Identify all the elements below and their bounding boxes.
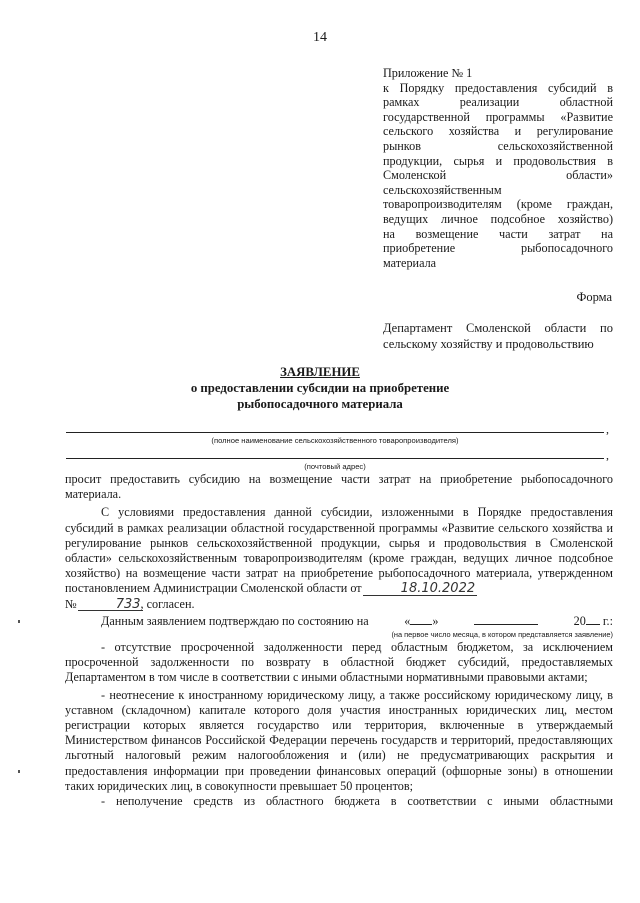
form-label: Форма [576,290,612,304]
postal-address-caption: (почтовый адрес) [304,462,366,471]
state-date-caption: (на первое число месяца, в котором представляется заявление) [391,630,613,640]
page-number: 14 [313,30,327,45]
paragraph-request: просит предоставить субсидию на возмещение части затрат на приобретение рыбопосадочного материала. [65,472,613,502]
resolution-number-label: № [65,596,77,611]
year-blank-field[interactable] [586,614,600,625]
state-day: « » [404,613,439,628]
field-comma: , [606,448,609,462]
state-date-row [65,614,613,629]
department-addressee [383,320,613,352]
organization-name-field[interactable] [66,432,604,433]
title-main: ЗАЯВЛЕНИЕ [280,365,360,379]
appendix-line: сельского хозяйства и регулирование [383,124,613,139]
state-prefix: Данным заявлением подтверждаю по состоянию на [101,613,369,628]
margin-scan-mark [18,770,20,773]
day-blank-field[interactable] [410,614,432,625]
appendix-header [383,66,613,270]
appendix-line: Смоленской области» [383,168,613,183]
appendix-line: материала [383,255,437,270]
title-sub: о предоставлении субсидии на приобретение [190,381,450,395]
handwritten-date: 18.10.2022 [365,581,475,596]
appendix-line: ведущих личное подсобное хозяйство) [383,211,613,226]
appendix-line: Приложение № 1 [383,66,473,80]
document-title [0,364,640,412]
appendix-line: к Порядку предоставления субсидий в [383,80,613,95]
handwritten-number: 733 [80,597,141,612]
appendix-line: рынков сельскохозяйственной [383,138,613,153]
state-year: 20 г.: [573,613,613,628]
margin-scan-mark [18,620,20,623]
department-line: Департамент Смоленской области по [383,321,613,335]
appendix-line: на возмещение части затрат на [383,226,613,241]
appendix-line: рамках реализации областной [383,95,613,110]
conditions-end: , согласен. [140,596,195,611]
appendix-line: продукции, сырья и продовольствия в [383,153,613,168]
organization-name-caption: (полное наименование сельскохозяйственного товаропроизводителя) [211,436,459,445]
list-item: - неполучение средств из областного бюджета в соответствии с иными областными [101,794,613,809]
month-blank-field[interactable] [474,614,538,625]
appendix-line: сельскохозяйственным [383,182,502,197]
conditions-text: С условиями предоставления данной субсидии, изложенными в Порядке предоставления субсидий в рамках реализации областной государственной программы «Развитие сельского хозяйства и регулирование рынков сельскохозяйственной продукции, сырья и продовольствия в Смоленской области» сельскохозяйственным товаропроизводителям (кроме граждан, ведущих личное подсобное хозяйство) на возмещение части затрат на приобретение рыбопосадочного материала, утвержденном постановлением Администрации Смоленской области от [65,505,613,596]
department-line: сельскому хозяйству и продовольствию [383,337,594,351]
list-item: - отсутствие просроченной задолженности перед областным бюджетом, за исключением просроченной задолженности по возврату в областной бюджет субсидий, предоставляемых Департаментом в том числе в соответствии с иными областными нормативными правовыми актами; [65,640,613,685]
postal-address-field[interactable] [66,458,604,459]
document-body [65,472,613,809]
field-comma: , [606,422,609,436]
appendix-line: приобретение рыбопосадочного [383,241,613,256]
appendix-line: государственной программы «Развитие [383,109,613,124]
appendix-line: товаропроизводителям (кроме граждан, [383,197,613,212]
list-item: - неотнесение к иностранному юридическому лицу, а также российскому юридическому лицу, в уставном (складочном) капитале которого доля участия иностранных юридических лиц, местом регистрации которых является государство или территория, включенные в утверждаемый Министерством финансов Российской Федерации перечень государств и территорий, предоставляющих льготный налоговый режим налогообложения и (или) не предусматривающих раскрытия и предоставления информации при проведении финансовых операций (офшорные зоны) в отношении таких юридических лиц, в совокупности превышает 50 процентов; [65,687,613,793]
title-sub: рыбопосадочного материала [237,397,403,411]
paragraph-conditions [65,505,613,611]
